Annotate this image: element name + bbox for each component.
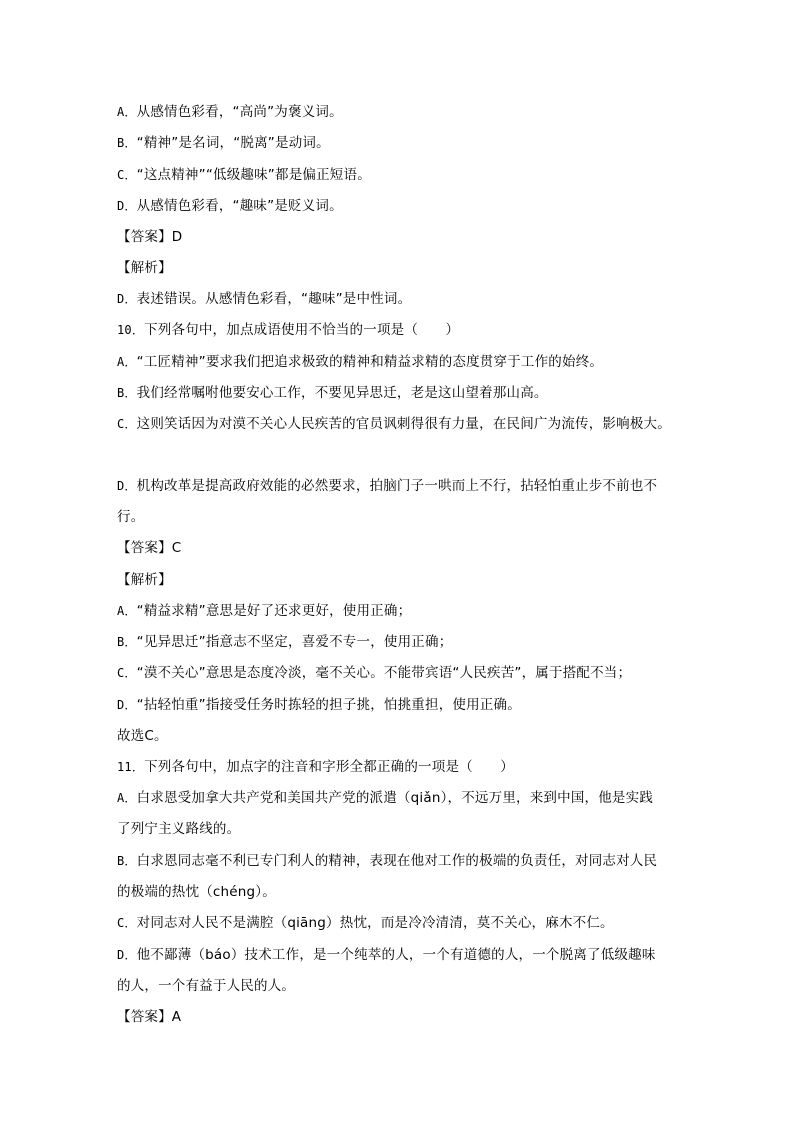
text-line [117,198,343,214]
line-text: 机构改革是提高政府效能的必然要求，拍脑门子一哄而上不行，拈轻怕重止步不前也不 [136,478,658,494]
text-line [117,260,172,276]
text-line [117,728,168,744]
text-line [117,697,521,713]
line-text: 【解析】 [117,572,172,588]
line-text: 我们经常嘱咐他要安心工作，不要见异思迁，老是这山望着那山高。 [136,385,548,401]
line-text: “拈轻怕重”指接受任务时拣轻的担子挑，怕挑重担，使用正确。 [136,697,521,713]
text-line [117,322,459,338]
item-label: B． [117,386,137,400]
item-label: A． [117,791,137,805]
text-line [117,915,614,931]
line-text: 了列宁主义路线的。 [117,821,241,837]
line-text: 【解析】 [117,260,172,276]
line-text: 故选C。 [117,728,168,744]
text-line [117,821,240,837]
text-line [117,665,631,681]
item-label: A． [117,105,137,119]
text-line [117,572,172,588]
text-line [117,759,514,775]
line-text: 下列各句中，加点字的注音和字形全都正确的一项是（ ） [144,759,514,775]
line-text: 白求恩同志毫不利已专门利人的精神，表现在他对工作的极端的负责任，对同志对人民 [136,853,658,869]
item-label: D． [117,292,137,306]
text-line [117,167,371,183]
line-text: 的人，一个有益于人民的人。 [117,978,296,994]
line-text: 【答案】D [117,229,183,245]
item-label: B． [117,854,137,868]
text-line [117,291,411,307]
item-label: C． [117,666,137,680]
text-line [117,1009,181,1025]
text-line [117,509,144,525]
line-text: 白求恩受加拿大共产党和美国共产党的派遣（qiǎn），不远万里，来到中国，他是实践 [136,790,654,806]
text-line [117,104,343,120]
line-text: 他不鄙薄（báo）技术工作，是一个纯萃的人，一个有道德的人，一个脱离了低级趣味 [136,947,656,963]
line-text: “漠不关心”意思是态度冷淡，毫不关心。不能带宾语“人民疾苦”，属于搭配不当； [136,665,632,681]
item-label: D． [117,199,137,213]
line-text: “精益求精”意思是好了还求更好，使用正确； [136,603,412,619]
line-text: 下列各句中，加点成语使用不恰当的一项是（ ） [144,322,460,338]
line-text: “精神”是名词，“脱离”是动词。 [136,135,330,151]
line-text: 对同志对人民不是满腔（qiāng）热忱，而是冷冷清清，莫不关心，麻木不仁。 [136,915,614,931]
line-text: 从感情色彩看，“高尚”为褒义词。 [136,104,343,120]
line-text: 的极端的热忱（chéng）。 [117,884,276,900]
text-line [117,354,603,370]
text-line [117,853,657,869]
item-label: A． [117,604,137,618]
text-line [117,884,276,900]
item-label: D． [117,948,137,962]
text-line [117,416,671,432]
text-line [117,603,411,619]
item-label: B． [117,136,137,150]
line-text: “这点精神”“低级趣味”都是偏正短语。 [136,167,371,183]
item-label: 10． [117,323,145,337]
item-label: C． [117,417,137,431]
text-line [117,978,295,994]
item-label: 11． [117,760,145,774]
text-line [117,478,657,494]
text-line [117,634,452,650]
line-text: 从感情色彩看，“趣味”是贬义词。 [136,198,343,214]
line-text: 行。 [117,509,145,525]
text-line [117,135,330,151]
text-line [117,947,656,963]
line-text: 表述错误。从感情色彩看，“趣味”是中性词。 [136,291,412,307]
item-label: A． [117,355,137,369]
item-label: B． [117,635,137,649]
item-label: D． [117,479,137,493]
line-text: 【答案】C [117,540,182,556]
text-line [117,229,182,245]
item-label: C． [117,168,137,182]
line-text: 这则笑话因为对漠不关心人民疾苦的官员讽刺得很有力量，在民间广为流传，影响极大。 [136,416,671,432]
text-line [117,540,181,556]
item-label: C． [117,916,137,930]
text-line [117,385,548,401]
line-text: 【答案】A [117,1009,182,1025]
item-label: D． [117,698,137,712]
text-line [117,790,653,806]
line-text: “工匠精神”要求我们把追求极致的精神和精益求精的态度贯穿于工作的始终。 [136,354,604,370]
line-text: “见异思迁”指意志不坚定，喜爱不专一，使用正确； [136,634,453,650]
